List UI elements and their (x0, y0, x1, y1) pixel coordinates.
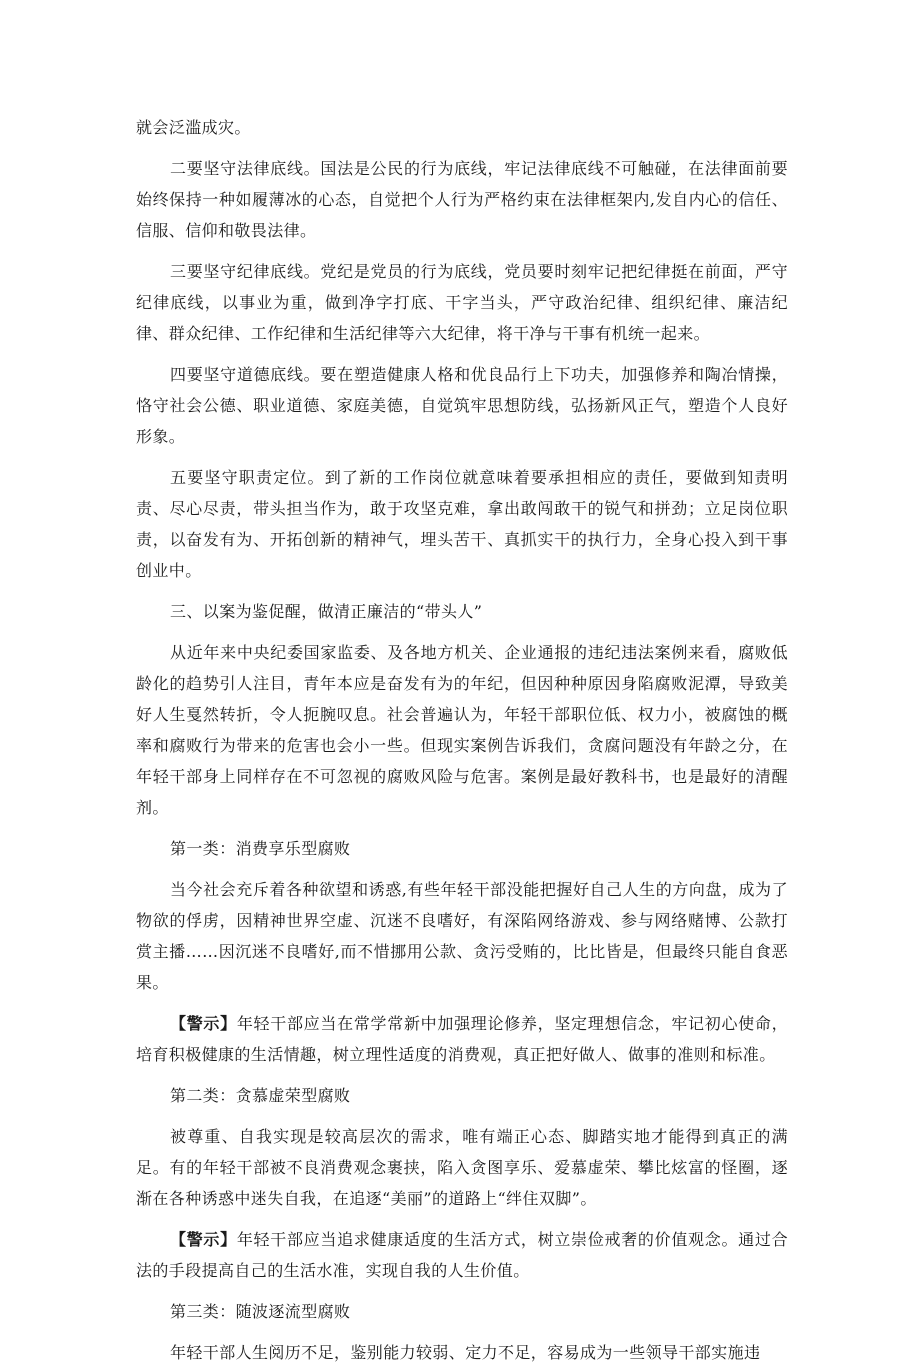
warning-paragraph-one (136, 1008, 788, 1070)
paragraph-law-bottom-line: 二要坚守法律底线。国法是公民的行为底线，牢记法律底线不可触碰，在法律面前要始终保持一种如履薄冰的心态，自觉把个人行为严格约束在法律框架内,发自内心的信任、信服、信仰和敬畏法律。 (136, 159, 788, 240)
paragraph-duty-position: 五要坚守职责定位。到了新的工作岗位就意味着要承担相应的责任，要做到知责明责、尽心尽责，带头担当作为，敢于攻坚克难，拿出敢闯敢干的锐气和拼劲；立足岗位职责，以奋发有为、开拓创新的精神气，埋头苦干、真抓实干的执行力，全身心投入到干事创业中。 (136, 468, 788, 580)
warning-text: 年轻干部应当追求健康适度的生活方式，树立崇俭戒奢的价值观念。通过合法的手段提高自己的生活水准，实现自我的人生价值。 (136, 1230, 788, 1280)
warning-label: 【警示】 (170, 1014, 237, 1033)
paragraph-continuation: 就会泛滥成灾。 (136, 118, 251, 137)
warning-text: 年轻干部应当在常学常新中加强理论修养，坚定理想信念，牢记初心使命，培育积极健康的生活情趣，树立理性适度的消费观，真正把好做人、做事的准则和标准。 (136, 1014, 788, 1064)
category-heading-three: 第三类：随波逐流型腐败 (170, 1302, 351, 1321)
category-heading-one: 第一类：消费享乐型腐败 (170, 839, 351, 858)
section-heading-three: 三、以案为鉴促醒，做清正廉洁的“带头人” (170, 602, 483, 621)
warning-label: 【警示】 (170, 1230, 237, 1249)
paragraph-category-one: 当今社会充斥着各种欲望和诱惑,有些年轻干部没能把握好自己人生的方向盘，成为了物欲的俘虏，因精神世界空虚、沉迷不良嗜好，有深陷网络游戏、参与网络赌博、公款打赏主播……因沉迷不良嗜好,而不惜挪用公款、贪污受贿的，比比皆是，但最终只能自食恶果。 (136, 880, 788, 992)
warning-paragraph-two (136, 1224, 788, 1286)
paragraph-category-three: 年轻干部人生阅历不足，鉴别能力较弱、定力不足，容易成为一些领导干部实施违 (170, 1343, 761, 1362)
paragraph-moral-bottom-line: 四要坚守道德底线。要在塑造健康人格和优良品行上下功夫，加强修养和陶冶情操，恪守社会公德、职业道德、家庭美德，自觉筑牢思想防线，弘扬新风正气，塑造个人良好形象。 (136, 365, 788, 446)
document-page (136, 112, 788, 1368)
category-heading-two: 第二类：贪慕虚荣型腐败 (170, 1086, 351, 1105)
paragraph-discipline-bottom-line: 三要坚守纪律底线。党纪是党员的行为底线，党员要时刻牢记把纪律挺在前面，严守纪律底线，以事业为重，做到净字打底、干字当头，严守政治纪律、组织纪律、廉洁纪律、群众纪律、工作纪律和生活纪律等六大纪律，将干净与干事有机统一起来。 (136, 262, 788, 343)
paragraph-category-two: 被尊重、自我实现是较高层次的需求，唯有端正心态、脚踏实地才能得到真正的满足。有的年轻干部被不良消费观念裹挟，陷入贪图享乐、爱慕虚荣、攀比炫富的怪圈，逐渐在各种诱惑中迷失自我，在追逐“美丽”的道路上“绊住双脚”。 (136, 1127, 788, 1208)
paragraph-case-intro: 从近年来中央纪委国家监委、及各地方机关、企业通报的违纪违法案例来看，腐败低龄化的趋势引人注目，青年本应是奋发有为的年纪，但因种种原因身陷腐败泥潭，导致美好人生戛然转折，令人扼腕叹息。社会普遍认为，年轻干部职位低、权力小，被腐蚀的概率和腐败行为带来的危害也会小一些。但现实案例告诉我们，贪腐问题没有年龄之分，在年轻干部身上同样存在不可忽视的腐败风险与危害。案例是最好教科书，也是最好的清醒剂。 (136, 643, 788, 817)
